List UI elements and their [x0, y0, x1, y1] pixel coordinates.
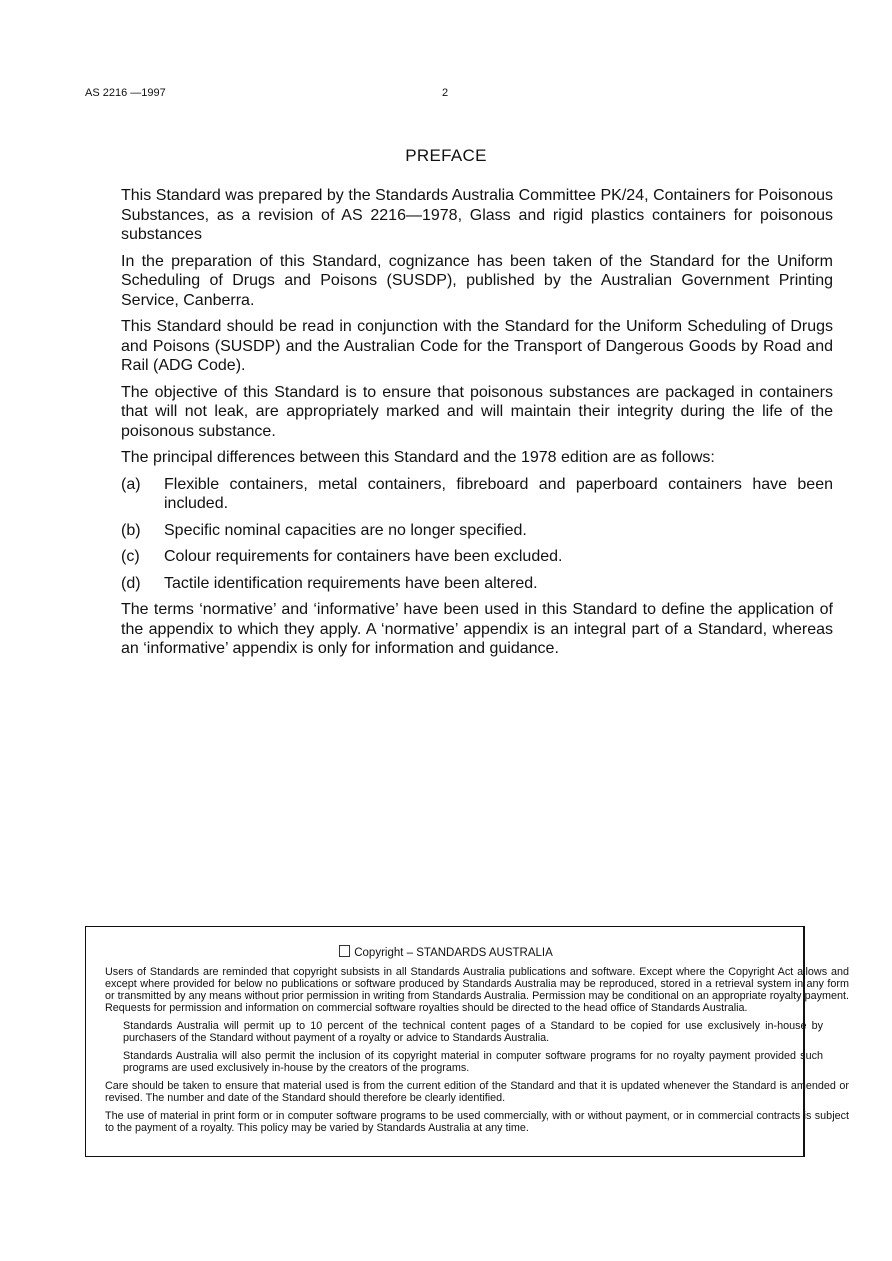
- list-marker: (a): [121, 475, 141, 493]
- copyright-indented-paragraph: Standards Australia will also permit the inclusion of its copyright material in computer software programs for no royalty payment provided such programs are used exclusively in-house by the creators of the programs.: [123, 1050, 823, 1074]
- list-item-text: Flexible containers, metal containers, fibreboard and paperboard containers have been included.: [164, 475, 833, 512]
- copyright-title: [86, 945, 806, 959]
- list-marker: (d): [121, 574, 141, 592]
- preface-paragraph: This Standard was prepared by the Standards Australia Committee PK/24, Containers for Poisonous Substances, as a revision of AS 2216—1978, Glass and rigid plastics containers for poisonous substances: [121, 187, 833, 243]
- preface-paragraph: This Standard should be read in conjunction with the Standard for the Uniform Scheduling of Drugs and Poisons (SUSDP) and the Australian Code for the Transport of Dangerous Goods by Road and Rail (ADG Code).: [121, 318, 833, 374]
- list-item: [121, 475, 833, 514]
- copyright-paragraph: Care should be taken to ensure that material used is from the current edition of the Standard and that it is updated whenever the Standard is amended or revised. The number and date of the Standard should therefore be clearly identified.: [105, 1080, 849, 1104]
- copyright-symbol-icon: [339, 945, 350, 957]
- page-title: PREFACE: [405, 146, 487, 165]
- copyright-indented-paragraph: Standards Australia will permit up to 10 percent of the technical content pages of a Standard to be copied for use exclusively in-house by purchasers of the Standard without payment of a royalty or advice to Standards Australia.: [123, 1020, 823, 1044]
- list-item: [121, 521, 833, 541]
- copyright-paragraph: Users of Standards are reminded that copyright subsists in all Standards Australia publications and software. Except where the Copyright Act allows and except where provided for below no publications or software produced by Standards Australia may be reproduced, stored in a retrieval system in any form or transmitted by any means without prior permission in writing from Standards Australia. Permission may be conditional on an appropriate royalty payment. Requests for permission and information on commercial software royalties should be directed to the head office of Standards Australia.: [105, 966, 849, 1014]
- list-item: [121, 574, 833, 594]
- list-item-text: Specific nominal capacities are no longer specified.: [164, 521, 527, 539]
- closing-paragraph: The terms ‘normative’ and ‘informative’ have been used in this Standard to define the application of the appendix to which they apply. A ‘normative’ appendix is an integral part of a Standard, whereas an ‘informative’ appendix is only for information and guidance.: [121, 601, 833, 657]
- preface-paragraph: The objective of this Standard is to ensure that poisonous substances are packaged in containers that will not leak, are appropriately marked and will maintain their integrity during the life of the poisonous substance.: [121, 383, 833, 440]
- copyright-body: [105, 966, 849, 1140]
- page-number: 2: [442, 87, 449, 99]
- copyright-notice-box: [85, 926, 849, 1157]
- list-item: [121, 547, 833, 567]
- preface-paragraph: In the preparation of this Standard, cognizance has been taken of the Standard for the Uniform Scheduling of Drugs and Poisons (SUSDP), published by the Australian Government Printing Service, Canberra.: [121, 252, 833, 309]
- list-marker: (c): [121, 548, 140, 565]
- preface-body: [121, 186, 833, 666]
- document-reference: AS 2216 —1997: [85, 87, 166, 99]
- preface-paragraph: The principal differences between this Standard and the 1978 edition are as follows:: [121, 449, 715, 466]
- copyright-title-text: Copyright – STANDARDS AUSTRALIA: [354, 947, 553, 959]
- copyright-paragraph: The use of material in print form or in computer software programs to be used commercially, with or without payment, or in commercial contracts is subject to the payment of a royalty. This policy may be varied by Standards Australia at any time.: [105, 1110, 849, 1134]
- list-item-text: Tactile identification requirements have been altered.: [164, 574, 538, 592]
- list-marker: (b): [121, 521, 141, 539]
- list-item-text: Colour requirements for containers have been excluded.: [164, 548, 563, 565]
